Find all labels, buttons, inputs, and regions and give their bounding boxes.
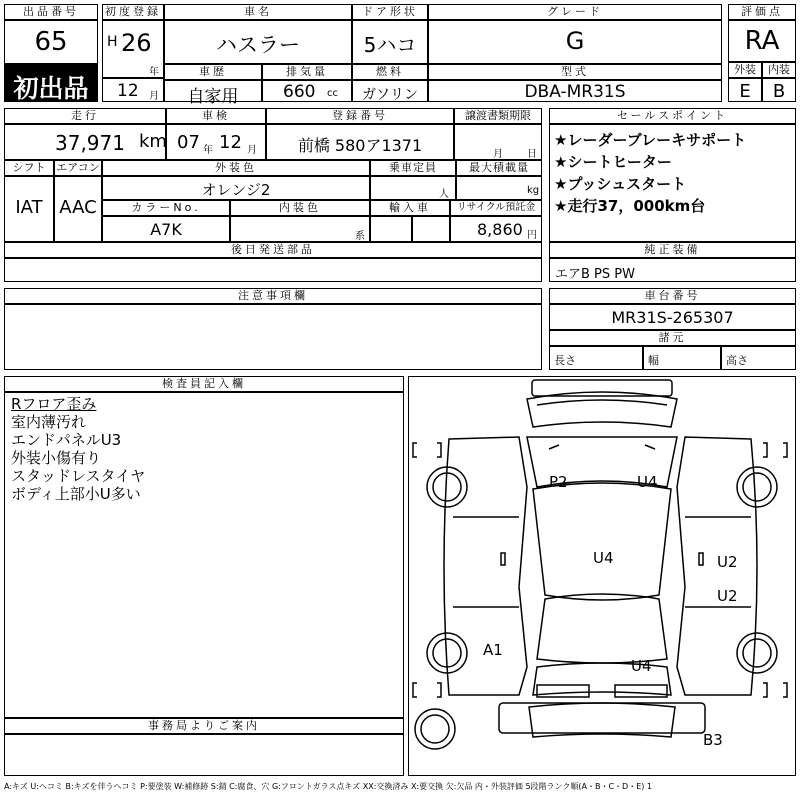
- color-no-box: [102, 216, 230, 242]
- max-load-box: [456, 176, 542, 200]
- label-score: 評価点: [728, 4, 796, 20]
- inspector-note: エンドパネルU3: [11, 431, 122, 449]
- damage-mark: U4: [637, 473, 658, 491]
- damage-mark: U2: [717, 587, 738, 605]
- inspector-note: Rフロア歪み: [11, 395, 97, 413]
- first-reg-month-box: [102, 78, 164, 102]
- deadline-day: 日: [527, 149, 537, 160]
- label-width: 幅: [648, 354, 659, 367]
- ext-color-value: オレンジ2: [201, 181, 271, 199]
- later-parts-box: [4, 258, 542, 282]
- label-door: ドア形状: [352, 4, 428, 20]
- transfer-deadline-box: [454, 124, 542, 160]
- displacement-box: [262, 80, 352, 102]
- chassis-no-box: [549, 304, 796, 330]
- label-lot-no: 出品番号: [4, 4, 98, 20]
- ext-color-box: [102, 176, 370, 200]
- label-recycle: リサイクル預託金: [450, 200, 542, 216]
- label-fuel: 燃料: [352, 64, 428, 80]
- int-color-unit: 系: [355, 231, 365, 242]
- exterior-value: E: [739, 81, 751, 102]
- lot-no: 65: [34, 27, 68, 57]
- capacity-unit: 人: [439, 189, 449, 200]
- damage-mark: U2: [717, 553, 738, 571]
- inspection-month: 12: [219, 132, 242, 153]
- model-box: [428, 80, 722, 102]
- score-box: [728, 20, 796, 62]
- interior-value: B: [772, 81, 786, 102]
- label-mileage: 走行: [4, 108, 166, 124]
- exterior-box: [728, 78, 762, 102]
- car-diagram: [409, 377, 795, 775]
- fuel-value: ガソリン: [362, 87, 418, 103]
- rear-light-right: [615, 685, 667, 697]
- model-value: DBA-MR31S: [524, 82, 626, 102]
- label-history: 車歴: [164, 64, 262, 80]
- first-reg-year: 26: [121, 29, 152, 57]
- fuel-box: [352, 80, 428, 102]
- sales-point-item: ★シートヒーター: [554, 153, 672, 171]
- shift-box: [4, 176, 54, 242]
- label-transfer-deadline: 譲渡書類期限: [454, 108, 542, 124]
- lot-no-box: [4, 20, 98, 64]
- recycle-unit: 円: [527, 230, 537, 241]
- label-shift: シフト: [4, 160, 54, 176]
- width-box: [643, 346, 721, 370]
- damage-mark: P2: [549, 473, 568, 491]
- label-sales-points: セールスポイント: [549, 108, 796, 124]
- sales-point-item: ★レーダーブレーキサポート: [554, 131, 747, 149]
- label-int-color: 内装色: [230, 200, 370, 216]
- inspection-month-unit: 月: [247, 145, 257, 156]
- recycle-value: 8,860: [477, 220, 523, 239]
- first-reg-month-unit: 月: [149, 91, 159, 102]
- hood-part: [527, 392, 677, 427]
- inspector-note: ボディ上部小U多い: [11, 485, 141, 503]
- reg-no-box: [266, 124, 454, 160]
- label-color-no: カラーNo.: [102, 200, 230, 216]
- import-box-2: [412, 216, 450, 242]
- import-box-1: [370, 216, 412, 242]
- roof-part: [533, 483, 671, 600]
- sales-point-item: ★プッシュスタート: [554, 175, 687, 193]
- int-color-box: [230, 216, 370, 242]
- label-capacity: 乗車定員: [370, 160, 456, 176]
- label-inspection: 車検: [166, 108, 266, 124]
- door-value: 5ハコ: [363, 33, 417, 57]
- label-displacement: 排気量: [262, 64, 352, 80]
- damage-mark: U4: [631, 657, 652, 675]
- label-car-name: 車名: [164, 4, 352, 20]
- office-box: [4, 734, 404, 776]
- aircon-value: AAC: [59, 197, 97, 218]
- label-length: 長さ: [554, 354, 576, 367]
- genuine-equip-value: エアB PS PW: [555, 267, 635, 282]
- label-inspector: 検査員記入欄: [4, 376, 404, 392]
- label-import: 輸入車: [370, 200, 450, 216]
- label-aircon: エアコン: [54, 160, 102, 176]
- label-chassis-no: 車台番号: [549, 288, 796, 304]
- sales-point-item: ★走行37，000km台: [554, 197, 706, 215]
- label-genuine-equip: 純正装備: [549, 242, 796, 258]
- mileage-value: 37,971: [55, 131, 125, 155]
- label-model: 型式: [428, 64, 722, 80]
- label-office: 事務局よりご案内: [4, 718, 404, 734]
- label-reg-no: 登録番号: [266, 108, 454, 124]
- recycle-box: [450, 216, 542, 242]
- shift-value: IAT: [15, 197, 43, 218]
- inspection-box: [166, 124, 266, 160]
- capacity-box: [370, 176, 456, 200]
- history-box: [164, 80, 262, 107]
- grade-value: G: [565, 27, 585, 55]
- damage-mark: A1: [483, 641, 503, 659]
- first-reg-box: [102, 20, 164, 78]
- car-name-box: [164, 20, 352, 64]
- first-reg-month: 12: [117, 81, 139, 101]
- inspector-note: 室内薄汚れ: [11, 413, 87, 431]
- first-reg-era: H: [107, 34, 118, 50]
- mileage-box: [4, 124, 166, 160]
- displacement-value: 660: [283, 82, 316, 102]
- height-box: [721, 346, 796, 370]
- label-later-parts: 後日発送部品: [4, 242, 542, 258]
- score-value: RA: [744, 26, 780, 56]
- history-value: 自家用: [187, 87, 239, 107]
- front-bumper-part: [532, 380, 672, 396]
- genuine-equip-box: [549, 258, 796, 282]
- damage-legend: A:キズ U:ヘコミ B:キズを伴うヘコミ P:要塗装 W:補修跡 S:錆 C:腐食、穴 G:フロントガラス点キズ XX:交換済み X:要交換 欠:欠品 内・外装評価 5段階ランク順(A・B・C・D・E) 1: [4, 782, 653, 791]
- sales-points-box: [549, 124, 796, 242]
- inspector-notes-box: [4, 392, 404, 718]
- car-diagram-frame: [408, 376, 796, 776]
- damage-mark: B3: [703, 731, 723, 749]
- max-load-unit: kg: [527, 185, 540, 196]
- label-interior: 内装: [762, 62, 796, 78]
- reg-no-value: 前橋 580ア1371: [297, 136, 423, 155]
- damage-mark: U4: [593, 549, 614, 567]
- label-notes: 注意事項欄: [4, 288, 542, 304]
- rear-window-part: [537, 594, 667, 663]
- first-listing-badge: [4, 64, 98, 102]
- color-no-value: A7K: [150, 220, 182, 239]
- notes-box: [4, 304, 542, 370]
- inspection-year: 07: [177, 132, 200, 153]
- grade-box: [428, 20, 722, 64]
- inspector-note: 外装小傷有り: [11, 449, 102, 467]
- aircon-box: [54, 176, 102, 242]
- mileage-unit: km: [139, 131, 167, 152]
- label-ext-color: 外装色: [102, 160, 370, 176]
- label-grade: グレード: [428, 4, 722, 20]
- deadline-month: 月: [493, 149, 503, 160]
- displacement-unit: cc: [327, 88, 338, 99]
- label-max-load: 最大積載量: [456, 160, 542, 176]
- inspection-year-unit: 年: [203, 145, 213, 156]
- door-box: [352, 20, 428, 64]
- interior-box: [762, 78, 796, 102]
- car-name: ハスラー: [216, 33, 300, 57]
- label-exterior: 外装: [728, 62, 762, 78]
- inspector-note: スタッドレスタイヤ: [11, 467, 146, 485]
- length-box: [549, 346, 643, 370]
- chassis-no-value: MR31S-265307: [611, 308, 734, 327]
- first-reg-year-unit: 年: [149, 67, 159, 78]
- label-height: 高さ: [726, 354, 748, 367]
- first-listing-label: 初出品: [13, 74, 89, 103]
- label-first-reg: 初度登録: [102, 4, 164, 20]
- rear-light-left: [537, 685, 589, 697]
- label-dimensions: 諸元: [549, 330, 796, 346]
